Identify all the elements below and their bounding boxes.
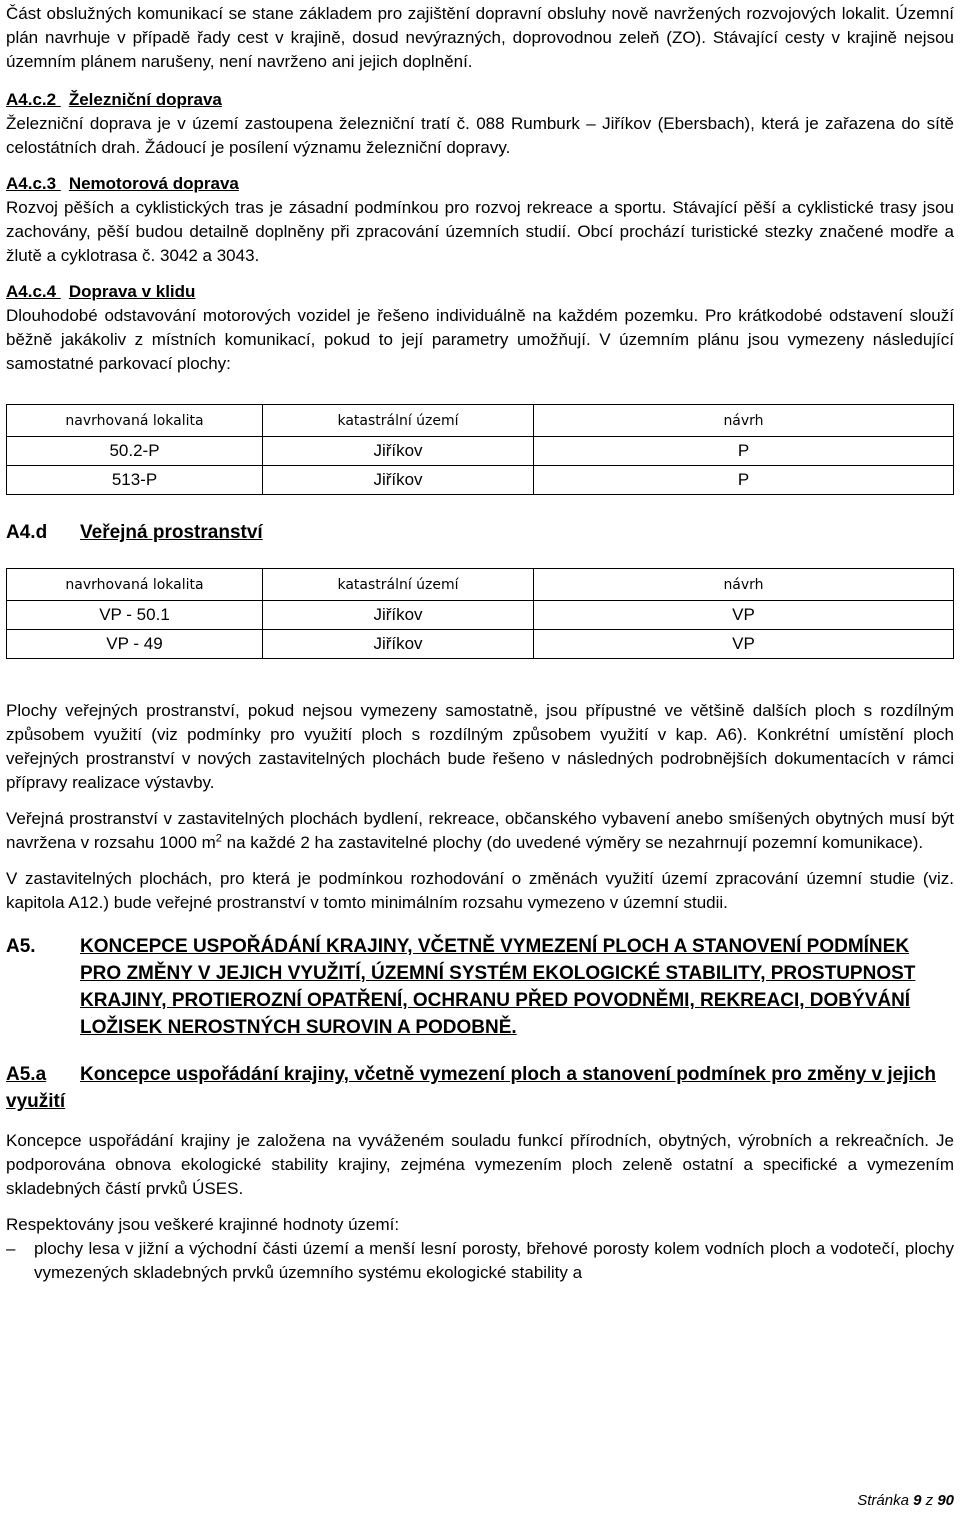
parking-heading — [6, 280, 954, 304]
footer-prefix: Stránka — [857, 1492, 914, 1509]
public-space-heading-number: A4.d — [6, 522, 48, 543]
list-item-text: plochy lesa v jižní a východní části území a menší lesní porosty, břehové porosty kolem vodních ploch a vodotečí, plochy vymezených skladebných prvků územního systému ekologické stability a — [34, 1239, 954, 1282]
a5a-heading-title: Koncepce uspořádání krajiny, včetně vymezení ploch a stanovení podmínek pro změny v jejich využití — [6, 1064, 936, 1112]
table-cell: P — [534, 437, 954, 466]
footer-mid: z — [921, 1492, 938, 1509]
column-header: navrhovaná lokalita — [7, 569, 263, 601]
column-header: návrh — [534, 569, 954, 601]
table-cell: P — [534, 466, 954, 495]
document-page — [6, 2, 954, 1285]
table-row — [7, 466, 954, 495]
column-header: navrhovaná lokalita — [7, 405, 263, 437]
table-cell: 513-P — [7, 466, 263, 495]
column-header: katastrální území — [263, 405, 534, 437]
table-row — [7, 601, 954, 630]
rail-heading-number: A4.c.2 — [6, 90, 57, 109]
public-space-paragraph-2-start: Veřejná prostranství v zastavitelných plochách bydlení, rekreace, občanského vybavení anebo smíšených obytných musí být navržena v rozsahu 1000 m — [6, 809, 954, 852]
parking-table — [6, 404, 954, 495]
parking-paragraph: Dlouhodobé odstavování motorových vozidel je řešeno individuálně na každém pozemku. Pro krátkodobé odstavení slouží běžně jakákoliv z místních komunikací, pokud to její parametry umožňují. V územním plánu jsou vymezeny následující samostatné parkovací plochy: — [6, 306, 954, 373]
rail-paragraph: Železniční doprava je v území zastoupena železniční tratí č. 088 Rumburk – Jiříkov (Ebersbach), která je zařazena do sítě celostátních drah. Žádoucí je posílení významu železniční dopravy. — [6, 114, 954, 157]
table-cell: 50.2-P — [7, 437, 263, 466]
public-space-paragraph-3: V zastavitelných plochách, pro která je podmínkou rozhodování o změnách využití území zpracování územní studie (viz. kapitola A12.) bude veřejné prostranství v tomto minimálním rozsahu vymezeno v územní studii. — [6, 869, 954, 912]
a5a-heading-number: A5.a — [6, 1064, 47, 1085]
nonmotor-heading-title: Nemotorová doprava — [68, 174, 239, 193]
table-header-row — [7, 569, 954, 601]
rail-heading-title: Železniční doprava — [68, 90, 222, 109]
footer-page-number: 9 — [913, 1492, 922, 1509]
footer-total-pages: 90 — [937, 1492, 954, 1509]
parking-heading-number: A4.c.4 — [6, 282, 57, 301]
table-cell: Jiříkov — [263, 630, 534, 659]
page-footer — [857, 1489, 954, 1513]
table-header-row — [7, 405, 954, 437]
superscript: 2 — [215, 832, 222, 845]
table-cell: VP — [534, 601, 954, 630]
table-row — [7, 630, 954, 659]
table-row — [7, 437, 954, 466]
public-space-paragraph-2-end: na každé 2 ha zastavitelné plochy (do uvedené výměry se nezahrnují pozemní komunikace). — [221, 833, 924, 852]
bullet-dash: – — [6, 1239, 16, 1258]
a5-heading-title: KONCEPCE USPOŘÁDÁNÍ KRAJINY, VČETNĚ VYMEZENÍ PLOCH A STANOVENÍ PODMÍNEK PRO ZMĚNY V JEJICH VYUŽITÍ, ÚZEMNÍ SYSTÉM EKOLOGICKÉ STABILITY, PROSTUPNOST KRAJINY, PROTIEROZNÍ OPATŘENÍ, OCHRANU PŘED POVODNĚMI, REKREACI, DOBÝVÁNÍ LOŽISEK NEROSTNÝCH SUROVIN A PODOBNĚ. — [80, 936, 916, 1038]
table-cell: Jiříkov — [263, 466, 534, 495]
a5a-heading — [6, 1061, 954, 1115]
nonmotor-paragraph: Rozvoj pěších a cyklistických tras je zásadní podmínkou pro rozvoj rekreace a sportu. Stávající pěší a cyklistické trasy jsou zachovány, pěší budou detailně doplněny při zpracování územních studií. Obcí prochází turistické stezky značené modře a žlutě a cyklotrasa č. 3042 a 3043. — [6, 198, 954, 265]
rail-heading — [6, 88, 954, 112]
column-header: katastrální území — [263, 569, 534, 601]
public-space-heading — [6, 519, 954, 546]
values-intro: Respektovány jsou veškeré krajinné hodnoty území: — [6, 1215, 400, 1234]
nonmotor-heading-number: A4.c.3 — [6, 174, 57, 193]
nonmotor-heading — [6, 172, 954, 196]
table-cell: VP - 50.1 — [7, 601, 263, 630]
public-space-paragraph-2 — [6, 807, 954, 855]
table-cell: VP - 49 — [7, 630, 263, 659]
intro-paragraph: Část obslužných komunikací se stane základem pro zajištění dopravní obsluhy nově navržených rozvojových lokalit. Územní plán navrhuje v případě řady cest v krajině, dosud nevýrazných, doprovodnou zeleň (ZO). Stávající cesty v krajině nejsou územním plánem narušeny, není navrženo ani jejich doplnění. — [6, 4, 954, 71]
a5a-paragraph: Koncepce uspořádání krajiny je založena na vyváženém souladu funkcí přírodních, obytných, výrobních a rekreačních. Je podporována obnova ekologické stability krajiny, zejména vymezením ploch zeleně ostatní a specifické a vymezením skladebných částí prvků ÚSES. — [6, 1131, 954, 1198]
public-space-heading-title: Veřejná prostranství — [80, 522, 263, 543]
table-cell: VP — [534, 630, 954, 659]
column-header: návrh — [534, 405, 954, 437]
table-cell: Jiříkov — [263, 437, 534, 466]
public-space-table — [6, 568, 954, 659]
a5-heading-number: A5. — [6, 936, 36, 957]
list-item — [6, 1237, 954, 1285]
parking-heading-title: Doprava v klidu — [68, 282, 196, 301]
table-cell: Jiříkov — [263, 601, 534, 630]
a5-heading — [6, 933, 954, 1041]
public-space-paragraph-1: Plochy veřejných prostranství, pokud nejsou vymezeny samostatně, jsou přípustné ve většině dalších ploch s rozdílným způsobem využití (viz podmínky pro využití ploch s rozdílným způsobem využití v kap. A6). Konkrétní umístění ploch veřejných prostranství v nových zastavitelných plochách bude řešeno v následných podrobnějších dokumentacích v rámci přípravy realizace výstavby. — [6, 701, 954, 792]
